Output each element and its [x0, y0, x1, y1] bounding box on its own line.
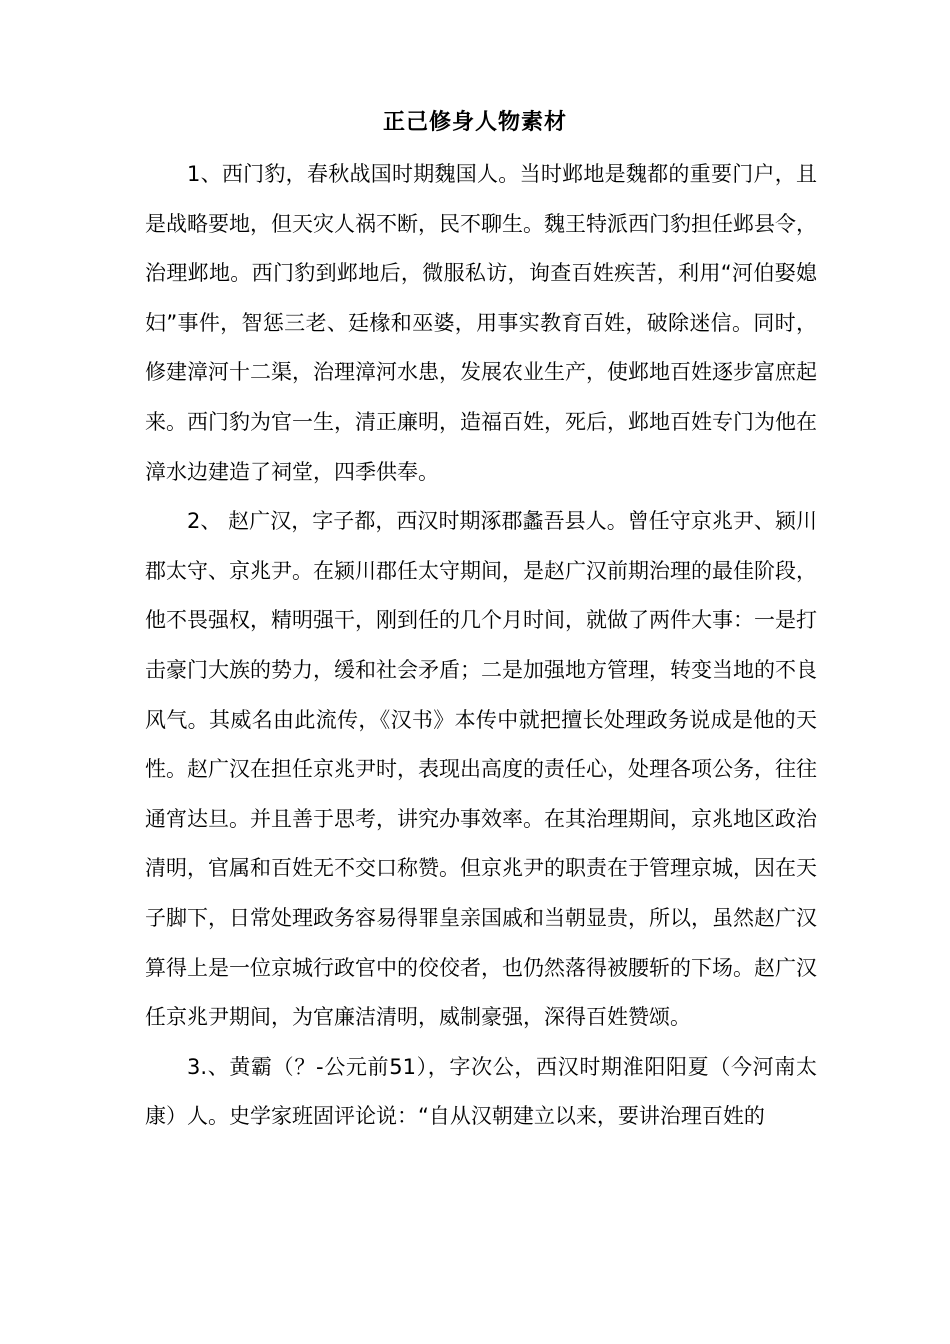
paragraph-huang-ba: 3.、黄霸（？-公元前51），字次公，西汉时期淮阳阳夏（今河南太康）人。史学家班固评论说：“自从汉朝建立以来，要讲治理百姓的: [145, 1054, 817, 1129]
document-body: [145, 150, 817, 1142]
paragraph-ximen-bao: 1、西门豹，春秋战国时期魏国人。当时邺地是魏都的重要门户，且是战略要地，但天灾人祸不断，民不聊生。魏王特派西门豹担任邺县令，治理邺地。西门豹到邺地后，微服私访，询查百姓疾苦，利用“河伯娶媳妇”事件，智惩三老、廷椽和巫婆，用事实教育百姓，破除迷信。同时，修建漳河十二渠，治理漳河水患，发展农业生产，使邺地百姓逐步富庶起来。西门豹为官一生，清正廉明，造福百姓，死后，邺地百姓专门为他在漳水边建造了祠堂，四季供奉。: [145, 162, 817, 484]
document-title: 正己修身人物素材: [382, 110, 567, 135]
paragraph-zhao-guanghan: 2、 赵广汉，字子都，西汉时期涿郡蠡吾县人。曾任守京兆尹、颍川郡太守、京兆尹。在颍川郡任太守期间，是赵广汉前期治理的最佳阶段，他不畏强权，精明强干，刚到任的几个月时间，就做了两件大事：一是打击豪门大族的势力，缓和社会矛盾；二是加强地方管理，转变当地的不良风气。其威名由此流传，《汉书》本传中就把擅长处理政务说成是他的天性。赵广汉在担任京兆尹时，表现出高度的责任心，处理各项公务，往往通宵达旦。并且善于思考，讲究办事效率。在其治理期间，京兆地区政治清明，官属和百姓无不交口称赞。但京兆尹的职责在于管理京城，因在天子脚下，日常处理政务容易得罪皇亲国戚和当朝显贵，所以，虽然赵广汉算得上是一位京城行政官中的佼佼者，也仍然落得被腰斩的下场。赵广汉任京兆尹期间，为官廉洁清明，威制豪强，深得百姓赞颂。: [145, 509, 817, 1030]
